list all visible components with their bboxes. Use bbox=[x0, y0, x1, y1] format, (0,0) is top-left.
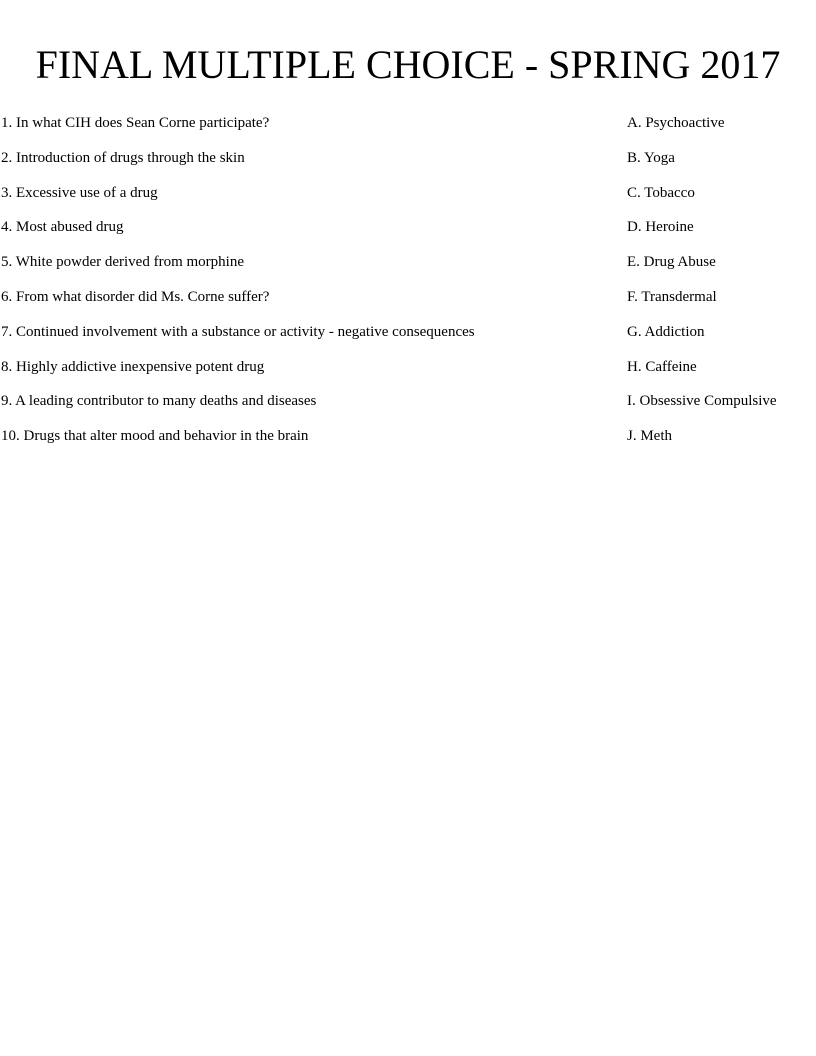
question-item: 6. From what disorder did Ms. Corne suffer? bbox=[1, 288, 270, 305]
quiz-row bbox=[0, 217, 816, 252]
question-item: 3. Excessive use of a drug bbox=[1, 184, 158, 201]
quiz-row bbox=[0, 426, 816, 461]
quiz-row bbox=[0, 391, 816, 426]
matching-quiz bbox=[0, 113, 816, 461]
question-item: 5. White powder derived from morphine bbox=[1, 254, 244, 271]
quiz-row bbox=[0, 322, 816, 357]
answer-choice: J. Meth bbox=[627, 428, 672, 445]
quiz-row bbox=[0, 287, 816, 322]
question-item: 8. Highly addictive inexpensive potent drug bbox=[1, 358, 265, 375]
answer-choice: C. Tobacco bbox=[627, 184, 695, 201]
quiz-row bbox=[0, 252, 816, 287]
answer-choice: E. Drug Abuse bbox=[627, 254, 716, 271]
answer-choice: D. Heroine bbox=[627, 219, 694, 236]
question-item: 10. Drugs that alter mood and behavior in the brain bbox=[1, 428, 309, 445]
answer-choice: F. Transdermal bbox=[627, 288, 717, 305]
question-item: 7. Continued involvement with a substance or activity - negative consequences bbox=[1, 323, 475, 340]
answer-choice: G. Addiction bbox=[627, 323, 705, 340]
quiz-row bbox=[0, 148, 816, 183]
quiz-row bbox=[0, 113, 816, 148]
page-title: FINAL MULTIPLE CHOICE - SPRING 2017 bbox=[35, 42, 781, 87]
answer-choice: B. Yoga bbox=[627, 149, 675, 166]
question-item: 9. A leading contributor to many deaths and diseases bbox=[1, 393, 317, 410]
answer-choice: I. Obsessive Compulsive bbox=[627, 393, 777, 410]
answer-choice: A. Psychoactive bbox=[627, 115, 725, 131]
question-item: 4. Most abused drug bbox=[1, 219, 124, 236]
quiz-row bbox=[0, 357, 816, 392]
question-item: 2. Introduction of drugs through the skin bbox=[1, 149, 245, 166]
question-item: 1. In what CIH does Sean Corne participate? bbox=[1, 115, 270, 131]
quiz-row bbox=[0, 183, 816, 218]
answer-choice: H. Caffeine bbox=[627, 358, 697, 375]
